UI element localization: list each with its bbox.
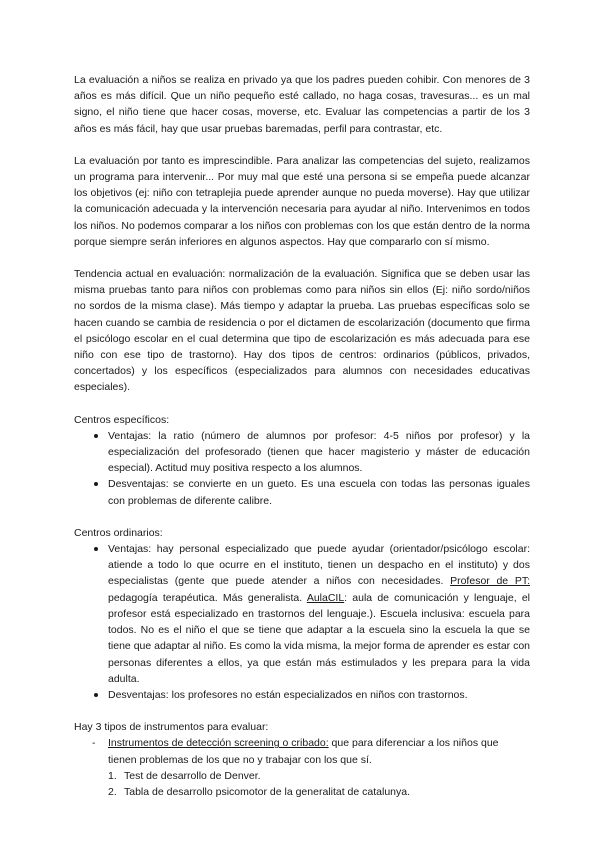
list-item-ventajas-especificos: Ventajas: la ratio (número de alumnos por profesor: 4-5 niños por profesor) y la especialización del profesorado (tienen que hacer magisterio y máster de educación especial). Actitud muy positiva respecto a los alumnos. — [94, 428, 530, 477]
paragraph-evaluacion-imprescindible: La evaluación por tanto es imprescindible. Para analizar las competencias del sujeto, realizamos un programa para intervenir... Por muy mal que esté una persona si se empeña puede alcanzar los objetivos (ej: niño con tetraplejia puede aprender aunque no pueda moverse). Hay que utilizar la comunicación adecuada y la intervención necesaria para ayudar al niño. Intervenimos en todos los niños. No podemos comparar a los niños con problemas con los que están dentro de la norma porque siempre serán inferiores en algunos aspectos. Hay que compararlo con sí mismo. — [74, 154, 530, 248]
list-item-tabla-catalunya: Tabla de desarrollo psicomotor de la generalitat de catalunya. — [124, 785, 411, 798]
list-centros-ordinarios — [74, 541, 530, 703]
list-instrumentos — [74, 735, 530, 767]
heading-instrumentos: Hay 3 tipos de instrumentos para evaluar: — [74, 721, 269, 734]
list-item-test-denver: Test de desarrollo de Denver. — [124, 769, 261, 782]
list-tests — [74, 768, 530, 800]
list-centros-especificos — [74, 428, 530, 509]
paragraph-evaluacion-ninos: La evaluación a niños se realiza en privado ya que los padres pueden cohibir. Con menores de 3 años es más difícil. Que un niño pequeño esté callado, no haga cosas, travesuras... es un mal signo, el niño tiene que hacer cosas, moverse, etc. Evaluar las competencias a partir de los 3 años es más fácil, hay que usar pruebas baremadas, perfil para contrastar, etc. — [74, 74, 530, 135]
profesor-pt-term: Profesor de PT: — [450, 575, 530, 588]
list-item-ventajas-ordinarios — [94, 541, 530, 687]
instrumentos-deteccion-term: Instrumentos de detección screening o cribado: — [108, 737, 329, 750]
ventajas-text-c: : aula de comunicación y lenguaje, el profesor está especializado en trastornos del lenguaje.). Escuela inclusiva: escuela para todos. No es el niño el que se tiene que adaptar a la escuela sino la escuela la que se tiene que adaptar al niño. Es como la vida misma, la mejor forma de aprender es estar con personas diferentes a ellos, ya que están más estimulados y les prepara para la vida adulta. — [108, 591, 530, 685]
instrumentos-deteccion-text: que para diferenciar a los niños que tienen problemas de los que no y trabajar con los que sí. — [108, 737, 499, 766]
list-item-instrumentos-deteccion — [92, 735, 530, 767]
paragraph-tendencia-actual: Tendencia actual en evaluación: normalización de la evaluación. Significa que se deben usar las misma pruebas tanto para niños con problemas como para niños sin ellos (Ej: niño sordo/niños no sordos de la misma clase). Más tiempo y adaptar la prueba. Las pruebas específicas solo se hacen cuando se cambia de residencia o por el dictamen de escolarización (documento que firma el psicólogo escolar en el cual determina que tipo de escolarización es más adecuada para ese niño con ese tipo de trastorno). Hay dos tipos de centros: ordinarios (públicos, privados, concertados) y los específicos (especializados para alumnos con necesidades educativas especiales). — [74, 268, 530, 394]
ventajas-text-a: Ventajas: hay personal especializado que puede ayudar (orientador/psicólogo escolar: atiende a todo lo que ocurre en el instituto, tienen un despacho en el instituto) y dos especialistas (gente que puede atender a niños con necesidades. — [108, 543, 530, 588]
heading-centros-especificos: Centros específicos: — [74, 413, 170, 426]
heading-centros-ordinarios: Centros ordinarios: — [74, 526, 163, 539]
aula-cil-term: AulaCIL — [306, 591, 345, 604]
ventajas-text-b: pedagogía terapéutica. Más generalista. — [108, 591, 307, 604]
list-item-desventajas-especificos: Desventajas: se convierte en un gueto. Es una escuela con todas las personas iguales con problemas de diferente calibre. — [94, 476, 530, 508]
list-item-desventajas-ordinarios: Desventajas: los profesores no están especializados en niños con trastornos. — [94, 687, 530, 703]
